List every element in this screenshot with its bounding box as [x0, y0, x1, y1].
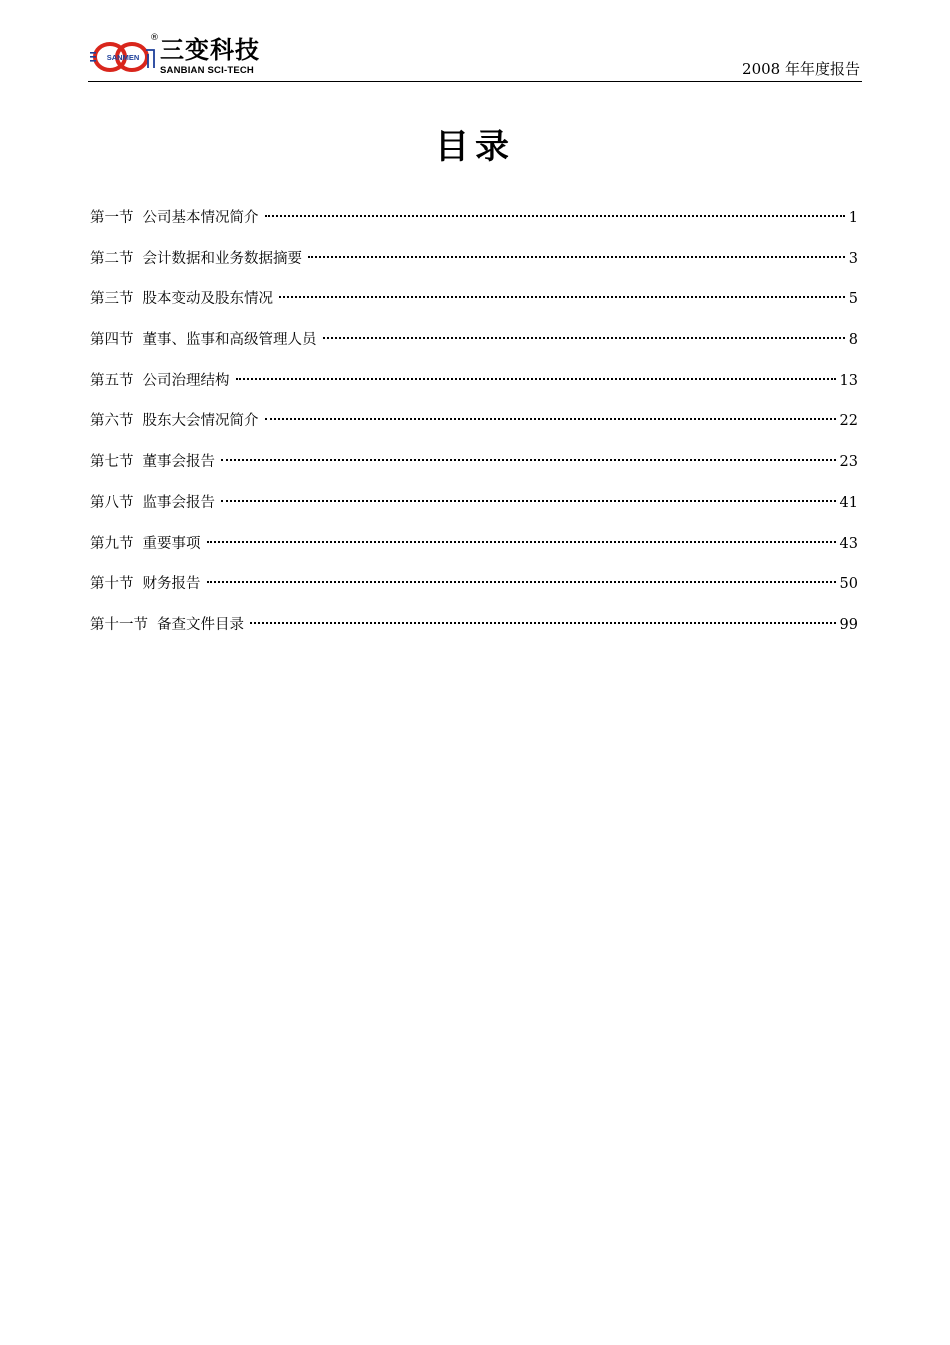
- toc-page-number: 8: [848, 332, 858, 349]
- toc-leader-dots: [250, 621, 836, 624]
- toc-leader-dots: [207, 580, 836, 583]
- logo-company-name-en: SANBIAN SCI-TECH: [160, 65, 254, 76]
- company-logo: [88, 34, 288, 80]
- toc-section-name: 公司基本情况简介: [142, 210, 259, 226]
- toc-leader-dots: [221, 499, 836, 502]
- toc-page-number: 41: [839, 494, 858, 511]
- toc-section-number: 第八节: [90, 494, 134, 511]
- page-header: [88, 34, 862, 82]
- toc-leader-dots: [308, 255, 845, 258]
- toc-leader-dots: [265, 417, 836, 420]
- toc-page-number: 1: [848, 210, 858, 226]
- toc-section-name: 股本变动及股东情况: [142, 291, 273, 308]
- toc-entry[interactable]: [90, 327, 858, 368]
- toc-section-number: 第三节: [90, 291, 134, 308]
- toc-entry[interactable]: [90, 531, 858, 572]
- logo-company-name-cn: 三变科技: [160, 36, 260, 64]
- toc-entry[interactable]: [90, 408, 858, 449]
- toc-leader-dots: [265, 214, 845, 217]
- toc-entry[interactable]: [90, 286, 858, 327]
- toc-leader-dots: [323, 336, 845, 339]
- toc-leader-dots: [236, 377, 836, 380]
- toc-section-name: 董事会报告: [142, 454, 215, 471]
- toc-section-number: 第二节: [90, 250, 134, 267]
- toc-page-number: 3: [848, 250, 858, 267]
- toc-page-number: 50: [839, 576, 858, 593]
- toc-page-number: 99: [839, 616, 858, 633]
- toc-entry[interactable]: [90, 368, 858, 409]
- toc-page-number: 43: [839, 535, 858, 552]
- toc-section-name: 董事、监事和高级管理人员: [142, 332, 317, 349]
- toc-page-number: 13: [839, 372, 858, 389]
- registered-mark: ®: [150, 33, 159, 43]
- logo-mark-text: SANMEN: [106, 53, 140, 62]
- toc-page-number: 22: [839, 413, 858, 430]
- toc-entry[interactable]: [90, 612, 858, 653]
- toc-section-name: 监事会报告: [142, 494, 215, 511]
- toc-leader-dots: [221, 458, 836, 461]
- table-of-contents: [90, 205, 858, 653]
- toc-title: 目录: [435, 127, 515, 167]
- toc-leader-dots: [207, 540, 836, 543]
- toc-leader-dots: [279, 295, 845, 298]
- toc-section-number: 第九节: [90, 535, 134, 552]
- toc-section-name: 备查文件目录: [157, 616, 244, 633]
- toc-section-name: 财务报告: [142, 576, 201, 593]
- toc-entry[interactable]: [90, 490, 858, 531]
- toc-section-number: 第十节: [90, 576, 134, 593]
- toc-section-number: 第七节: [90, 454, 134, 471]
- toc-entry[interactable]: [90, 449, 858, 490]
- toc-section-number: 第一节: [90, 210, 134, 226]
- toc-section-number: 第四节: [90, 332, 134, 349]
- toc-page-number: 5: [848, 291, 858, 308]
- toc-section-name: 公司治理结构: [142, 372, 230, 389]
- sanmen-logo-icon: [88, 38, 158, 76]
- toc-section-name: 股东大会情况简介: [142, 413, 259, 430]
- toc-entry[interactable]: [90, 571, 858, 612]
- toc-section-number: 第十一节: [90, 616, 148, 633]
- toc-entry[interactable]: [90, 205, 858, 246]
- toc-entry[interactable]: [90, 246, 858, 287]
- toc-section-name: 会计数据和业务数据摘要: [142, 250, 302, 267]
- toc-section-number: 第六节: [90, 413, 134, 430]
- toc-section-name: 重要事项: [142, 535, 201, 552]
- toc-section-number: 第五节: [90, 372, 134, 389]
- toc-page-number: 23: [839, 454, 858, 471]
- report-title: 2008 年年度报告: [742, 60, 860, 78]
